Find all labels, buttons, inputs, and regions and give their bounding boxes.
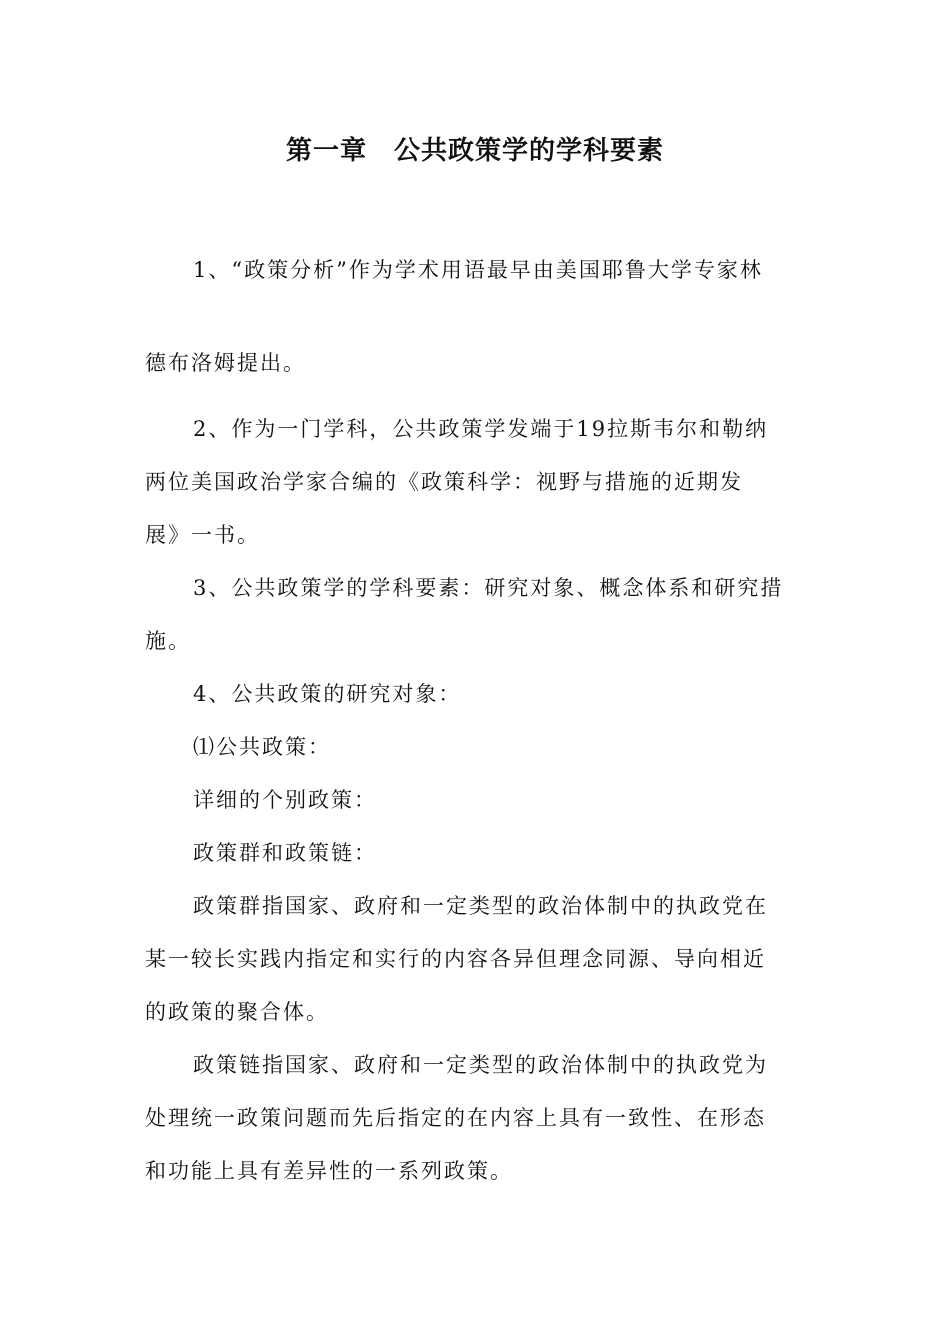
subheading-policy-group-chain: 政策群和政策链：: [193, 841, 377, 865]
paragraph-2-line-1: 2、作为一门学科，公共政策学发端于19拉斯韦尔和勒纳: [193, 417, 769, 441]
paragraph-1-line-2: 德布洛姆提出。: [145, 351, 306, 375]
paragraph-2-line-2: 两位美国政治学家合编的《政策科学：视野与措施的近期发: [145, 470, 743, 494]
paragraph-4-line-1: 4、公共政策的研究对象：: [193, 682, 462, 706]
paragraph-6-line-3: 和功能上具有差异性的一系列政策。: [145, 1159, 513, 1183]
paragraph-3-line-2: 施。: [145, 629, 191, 653]
paragraph-5-line-3: 的政策的聚合体。: [145, 1000, 329, 1024]
paragraph-6-line-2: 处理统一政策问题而先后指定的在内容上具有一致性、在形态: [145, 1106, 766, 1130]
subheading-public-policy: ⑴公共政策：: [193, 735, 331, 759]
subheading-specific-policy: 详细的个别政策：: [193, 788, 377, 812]
paragraph-3-line-1: 3、公共政策学的学科要素：研究对象、概念体系和研究措: [193, 576, 784, 600]
paragraph-5-line-1: 政策群指国家、政府和一定类型的政治体制中的执政党在: [193, 894, 768, 918]
paragraph-6-line-1: 政策链指国家、政府和一定类型的政治体制中的执政党为: [193, 1053, 768, 1077]
paragraph-1-line-1: 1、“政策分析”作为学术用语最早由美国耶鲁大学专家林: [193, 258, 763, 282]
paragraph-2-line-3: 展》一书。: [145, 523, 260, 547]
chapter-title: 第一章 公共政策学的学科要素: [285, 136, 664, 166]
paragraph-5-line-2: 某一较长实践内指定和实行的内容各异但理念同源、导向相近: [145, 947, 766, 971]
